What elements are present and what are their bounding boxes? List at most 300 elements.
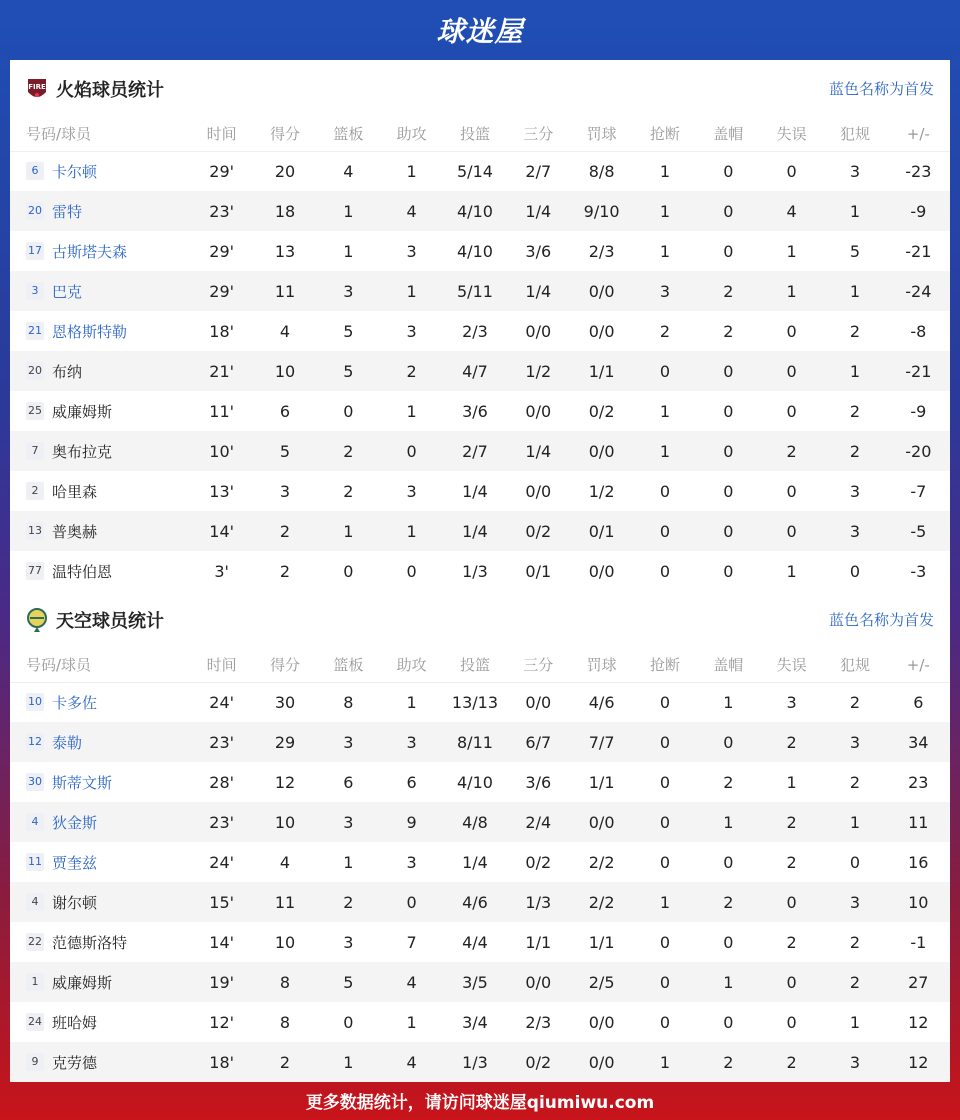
stat-cell: 1/4 bbox=[525, 281, 552, 301]
stat-cell: -21 bbox=[905, 361, 932, 381]
jersey-number: 6 bbox=[26, 162, 44, 180]
player-name[interactable]: 卡多佐 bbox=[52, 693, 98, 712]
stat-cell: 0/0 bbox=[525, 321, 552, 341]
stat-cell: 2/3 bbox=[525, 1012, 552, 1032]
stat-cell: 13 bbox=[274, 241, 296, 261]
stat-cell: 24' bbox=[209, 852, 235, 872]
stat-cell: 5 bbox=[849, 241, 861, 261]
stat-cell: 1 bbox=[659, 161, 671, 181]
stat-cell: 0 bbox=[659, 972, 671, 992]
stat-cell: 5 bbox=[343, 361, 354, 381]
column-header: 投篮 bbox=[459, 125, 490, 144]
player-row bbox=[10, 551, 950, 591]
player-name[interactable]: 普奥赫 bbox=[52, 522, 98, 541]
column-header: 得分 bbox=[269, 656, 300, 675]
stat-cell: 1 bbox=[786, 561, 797, 581]
player-name[interactable]: 卡尔顿 bbox=[52, 162, 98, 181]
stat-cell: 3 bbox=[406, 241, 417, 261]
stat-cell: 0 bbox=[406, 441, 417, 461]
player-cell bbox=[10, 842, 190, 882]
stat-cell: 0 bbox=[723, 161, 734, 181]
stat-cell: 7 bbox=[406, 932, 417, 952]
stat-cell: 1/1 bbox=[525, 932, 552, 952]
jersey-number: 25 bbox=[26, 402, 44, 420]
stat-cell: -21 bbox=[905, 241, 932, 261]
stat-cell: 5/14 bbox=[457, 161, 493, 181]
player-cell bbox=[10, 962, 190, 1002]
player-cell bbox=[10, 762, 190, 802]
player-cell bbox=[10, 271, 190, 311]
stat-cell: 2 bbox=[786, 1052, 797, 1072]
stat-cell: 2/5 bbox=[588, 972, 615, 992]
stat-cell: 4 bbox=[343, 161, 354, 181]
stat-cell: 11 bbox=[908, 812, 929, 832]
stat-cell: 2 bbox=[279, 1052, 291, 1072]
stat-cell: 0/1 bbox=[588, 521, 615, 541]
team-title: 天空球员统计 bbox=[56, 610, 164, 632]
stat-cell: 2 bbox=[723, 321, 734, 341]
stat-cell: 12' bbox=[209, 1012, 235, 1032]
player-row bbox=[10, 231, 950, 271]
stat-cell: 3 bbox=[279, 481, 291, 501]
player-row bbox=[10, 431, 950, 471]
stat-cell: 4 bbox=[279, 321, 291, 341]
stat-cell: 10 bbox=[274, 812, 296, 832]
team-panel-fire bbox=[10, 60, 950, 591]
stat-cell: 0/1 bbox=[525, 561, 552, 581]
player-row bbox=[10, 471, 950, 511]
stat-cell: 10' bbox=[209, 441, 235, 461]
stat-cell: 5/11 bbox=[457, 281, 493, 301]
player-name[interactable]: 威廉姆斯 bbox=[52, 973, 113, 992]
player-name[interactable]: 古斯塔夫森 bbox=[52, 242, 128, 261]
stat-cell: 1 bbox=[723, 972, 734, 992]
stat-cell: 1 bbox=[786, 772, 797, 792]
stat-cell: 18 bbox=[274, 201, 296, 221]
player-row bbox=[10, 882, 950, 922]
stat-cell: 3 bbox=[786, 692, 797, 712]
starter-note: 蓝色名称为首发 bbox=[828, 80, 934, 98]
stat-cell: 0/2 bbox=[525, 852, 552, 872]
stat-cell: 0 bbox=[406, 892, 417, 912]
stat-cell: 8/8 bbox=[588, 161, 615, 181]
stat-cell: 1 bbox=[723, 812, 734, 832]
stat-cell: -9 bbox=[910, 201, 927, 221]
stat-cell: 4 bbox=[406, 201, 417, 221]
stat-cell: 10 bbox=[274, 361, 296, 381]
stat-cell: -23 bbox=[905, 161, 932, 181]
stat-cell: 0 bbox=[406, 561, 417, 581]
stat-cell: 0 bbox=[659, 692, 671, 712]
stat-cell: 0 bbox=[659, 361, 671, 381]
starter-note: 蓝色名称为首发 bbox=[828, 611, 934, 629]
stat-cell: 0 bbox=[723, 732, 734, 752]
stat-cell: 29' bbox=[209, 281, 235, 301]
stat-cell: 0 bbox=[723, 521, 734, 541]
stat-cell: 3 bbox=[659, 281, 671, 301]
stat-cell: 1/1 bbox=[588, 932, 615, 952]
player-cell bbox=[10, 1002, 190, 1042]
player-name[interactable]: 班哈姆 bbox=[52, 1013, 98, 1032]
stat-cell: 2 bbox=[849, 441, 861, 461]
stat-cell: 2/3 bbox=[462, 321, 488, 341]
stat-cell: 3/4 bbox=[462, 1012, 488, 1032]
player-name[interactable]: 巴克 bbox=[52, 282, 83, 301]
stat-cell: 3 bbox=[849, 481, 861, 501]
stat-cell: 11' bbox=[209, 401, 235, 421]
stat-cell: 12 bbox=[908, 1012, 929, 1032]
stat-cell: 8 bbox=[343, 692, 354, 712]
player-row bbox=[10, 511, 950, 551]
jersey-number: 77 bbox=[26, 562, 44, 580]
stat-cell: 0 bbox=[786, 481, 797, 501]
stat-cell: 24' bbox=[209, 692, 235, 712]
stat-cell: 0 bbox=[343, 561, 354, 581]
stat-cell: 4/8 bbox=[462, 812, 488, 832]
stat-cell: 0 bbox=[659, 812, 671, 832]
stat-cell: 4 bbox=[406, 1052, 417, 1072]
player-cell bbox=[10, 351, 190, 391]
stat-cell: 1/2 bbox=[588, 481, 615, 501]
stat-cell: 2 bbox=[343, 481, 354, 501]
table-header-row bbox=[10, 648, 950, 682]
stat-cell: 0 bbox=[659, 852, 671, 872]
stat-cell: 13/13 bbox=[451, 692, 499, 712]
stat-cell: 0 bbox=[343, 401, 354, 421]
stat-cell: 23' bbox=[209, 732, 235, 752]
footer-banner[interactable] bbox=[0, 1081, 960, 1120]
stat-cell: 0 bbox=[659, 772, 671, 792]
stat-cell: 9/10 bbox=[583, 201, 620, 221]
player-row bbox=[10, 271, 950, 311]
stat-cell: 2/3 bbox=[588, 241, 615, 261]
stat-cell: 4 bbox=[406, 972, 417, 992]
player-row bbox=[10, 762, 950, 802]
column-header: 罚球 bbox=[586, 656, 617, 675]
stat-cell: 2 bbox=[343, 892, 354, 912]
jersey-number: 2 bbox=[26, 482, 44, 500]
stat-cell: 2 bbox=[723, 892, 734, 912]
player-cell bbox=[10, 882, 190, 922]
stat-cell: 13' bbox=[209, 481, 235, 501]
stat-cell: 4 bbox=[279, 852, 291, 872]
stat-cell: 0 bbox=[723, 561, 734, 581]
player-name[interactable]: 布纳 bbox=[52, 362, 83, 381]
player-row bbox=[10, 682, 950, 722]
column-header: 三分 bbox=[523, 656, 554, 675]
column-header: 篮板 bbox=[333, 656, 364, 675]
column-header: 号码/球员 bbox=[26, 125, 92, 144]
player-cell bbox=[10, 471, 190, 511]
stat-cell: 1 bbox=[343, 201, 354, 221]
jersey-number: 1 bbox=[26, 973, 44, 991]
stat-cell: 10 bbox=[908, 892, 929, 912]
stat-cell: 2 bbox=[786, 932, 797, 952]
stat-cell: 0/0 bbox=[588, 1012, 615, 1032]
stat-cell: 6 bbox=[406, 772, 417, 792]
player-row bbox=[10, 842, 950, 882]
stat-cell: 1 bbox=[343, 1052, 354, 1072]
stat-cell: 4/10 bbox=[457, 241, 493, 261]
player-name[interactable]: 谢尔顿 bbox=[52, 893, 98, 912]
stat-cell: 2 bbox=[849, 401, 861, 421]
stat-cell: 0 bbox=[849, 852, 861, 872]
player-name[interactable]: 雷特 bbox=[52, 202, 83, 221]
stat-cell: 0 bbox=[659, 521, 671, 541]
jersey-number: 20 bbox=[26, 362, 44, 380]
stat-cell: 3/6 bbox=[525, 241, 552, 261]
jersey-number: 24 bbox=[26, 1013, 44, 1031]
stat-cell: 2/2 bbox=[588, 852, 615, 872]
player-cell bbox=[10, 151, 190, 191]
jersey-number: 11 bbox=[26, 853, 44, 871]
site-logo[interactable]: 球迷屋 bbox=[436, 15, 524, 48]
jersey-number: 4 bbox=[26, 813, 44, 831]
stat-cell: 3 bbox=[406, 321, 417, 341]
stat-cell: 1/2 bbox=[525, 361, 552, 381]
stat-cell: 0 bbox=[786, 972, 797, 992]
column-header: 抢断 bbox=[649, 125, 680, 144]
stat-cell: 2 bbox=[849, 321, 861, 341]
stat-cell: 3/5 bbox=[462, 972, 488, 992]
stat-cell: 1/3 bbox=[462, 1052, 488, 1072]
stat-cell: 16 bbox=[908, 852, 929, 872]
jersey-number: 4 bbox=[26, 893, 44, 911]
player-cell bbox=[10, 922, 190, 962]
stat-cell: 0/0 bbox=[588, 441, 615, 461]
stat-cell: 5 bbox=[343, 321, 354, 341]
column-header: 犯规 bbox=[839, 656, 870, 675]
stat-cell: 0 bbox=[723, 401, 734, 421]
stat-cell: -1 bbox=[910, 932, 927, 952]
player-name[interactable]: 泰勒 bbox=[52, 733, 83, 752]
stat-cell: -20 bbox=[905, 441, 932, 461]
stat-cell: 1 bbox=[723, 692, 734, 712]
stat-cell: 1 bbox=[343, 241, 354, 261]
stat-cell: 1/1 bbox=[588, 361, 615, 381]
stat-cell: 3 bbox=[406, 852, 417, 872]
stat-cell: -5 bbox=[910, 521, 927, 541]
stat-cell: 0 bbox=[723, 201, 734, 221]
player-name[interactable]: 恩格斯特勒 bbox=[52, 322, 128, 341]
stat-cell: 15' bbox=[209, 892, 235, 912]
stat-cell: 14' bbox=[209, 932, 235, 952]
stat-cell: 3 bbox=[343, 732, 354, 752]
player-row bbox=[10, 802, 950, 842]
stat-cell: 1 bbox=[849, 812, 861, 832]
stat-cell: 0/0 bbox=[525, 481, 552, 501]
stat-cell: 30 bbox=[274, 692, 296, 712]
stat-cell: 4/6 bbox=[588, 692, 615, 712]
player-name[interactable]: 威廉姆斯 bbox=[52, 402, 113, 421]
stat-cell: 0/0 bbox=[588, 281, 615, 301]
stat-cell: 0 bbox=[723, 932, 734, 952]
column-header: 失误 bbox=[776, 656, 807, 675]
stats-table bbox=[10, 117, 950, 591]
stat-cell: 4 bbox=[786, 201, 797, 221]
stat-cell: 4/10 bbox=[457, 772, 493, 792]
stat-cell: 3 bbox=[343, 281, 354, 301]
stat-cell: 0 bbox=[723, 1012, 734, 1032]
stat-cell: 1/3 bbox=[462, 561, 488, 581]
stat-cell: 3' bbox=[214, 561, 229, 581]
stat-cell: 0 bbox=[723, 852, 734, 872]
stat-cell: 20 bbox=[274, 161, 296, 181]
stat-cell: 2 bbox=[786, 732, 797, 752]
stat-cell: 0 bbox=[659, 732, 671, 752]
stat-cell: 1 bbox=[343, 852, 354, 872]
stat-cell: 0 bbox=[723, 241, 734, 261]
stat-cell: 1 bbox=[406, 692, 417, 712]
player-cell bbox=[10, 682, 190, 722]
column-header: 盖帽 bbox=[713, 125, 744, 144]
stat-cell: 0 bbox=[723, 361, 734, 381]
stat-cell: 2/7 bbox=[462, 441, 488, 461]
stat-cell: 9 bbox=[406, 812, 417, 832]
player-cell bbox=[10, 511, 190, 551]
stat-cell: 2/7 bbox=[525, 161, 552, 181]
stat-cell: 1 bbox=[659, 892, 671, 912]
stat-cell: 1 bbox=[659, 241, 671, 261]
stat-cell: 2 bbox=[849, 772, 861, 792]
team-header bbox=[10, 591, 950, 648]
column-header: 号码/球员 bbox=[26, 656, 92, 675]
table-header-row bbox=[10, 117, 950, 151]
column-header: 罚球 bbox=[586, 125, 617, 144]
stat-cell: 3 bbox=[849, 732, 861, 752]
stat-cell: 2 bbox=[786, 852, 797, 872]
stat-cell: 1/4 bbox=[462, 481, 488, 501]
column-header: +/- bbox=[906, 655, 930, 674]
stat-cell: 2 bbox=[406, 361, 417, 381]
stat-cell: 0 bbox=[786, 401, 797, 421]
stat-cell: 2 bbox=[849, 972, 861, 992]
column-header: 三分 bbox=[523, 125, 554, 144]
stat-cell: 0 bbox=[723, 481, 734, 501]
stat-cell: 29' bbox=[209, 161, 235, 181]
player-name[interactable]: 贾奎兹 bbox=[52, 853, 98, 872]
player-cell bbox=[10, 551, 190, 591]
stat-cell: 1 bbox=[849, 281, 861, 301]
stat-cell: 0 bbox=[659, 561, 671, 581]
column-header: +/- bbox=[906, 124, 930, 143]
stat-cell: 1 bbox=[406, 521, 417, 541]
stat-cell: 2 bbox=[849, 932, 861, 952]
stat-cell: 0/2 bbox=[525, 1052, 552, 1072]
player-row bbox=[10, 191, 950, 231]
jersey-number: 22 bbox=[26, 933, 44, 951]
team-header bbox=[10, 60, 950, 117]
jersey-number: 12 bbox=[26, 733, 44, 751]
stat-cell: 6 bbox=[343, 772, 354, 792]
stat-cell: 3 bbox=[343, 812, 354, 832]
stat-cell: 1 bbox=[659, 401, 671, 421]
stat-cell: 2 bbox=[786, 441, 797, 461]
player-cell bbox=[10, 391, 190, 431]
player-cell bbox=[10, 431, 190, 471]
stat-cell: 6 bbox=[913, 692, 924, 712]
stat-cell: 1 bbox=[659, 441, 671, 461]
stat-cell: -8 bbox=[910, 321, 927, 341]
stat-cell: -3 bbox=[910, 561, 927, 581]
footer-text: 更多数据统计，请访问球迷屋qiumiwu.com bbox=[305, 1093, 655, 1113]
stat-cell: 5 bbox=[343, 972, 354, 992]
stat-cell: 3 bbox=[849, 161, 861, 181]
player-name[interactable]: 克劳德 bbox=[52, 1053, 98, 1072]
stat-cell: 1 bbox=[849, 1012, 861, 1032]
stat-cell: 0/0 bbox=[588, 321, 615, 341]
player-row bbox=[10, 1002, 950, 1042]
column-header: 得分 bbox=[269, 125, 300, 144]
jersey-number: 30 bbox=[26, 773, 44, 791]
stat-cell: 1 bbox=[849, 201, 861, 221]
team-title: 火焰球员统计 bbox=[56, 79, 164, 101]
column-header: 篮板 bbox=[333, 125, 364, 144]
stat-cell: 1 bbox=[659, 201, 671, 221]
stat-cell: 1 bbox=[406, 1012, 417, 1032]
jersey-number: 3 bbox=[26, 282, 44, 300]
stat-cell: 3 bbox=[849, 1052, 861, 1072]
stat-cell: 29' bbox=[209, 241, 235, 261]
stat-cell: 2 bbox=[723, 772, 734, 792]
jersey-number: 13 bbox=[26, 522, 44, 540]
stat-cell: 1 bbox=[786, 281, 797, 301]
player-name[interactable]: 奥布拉克 bbox=[52, 442, 113, 461]
player-row bbox=[10, 1042, 950, 1082]
column-header: 犯规 bbox=[839, 125, 870, 144]
stat-cell: 2 bbox=[849, 692, 861, 712]
stat-cell: 0 bbox=[786, 361, 797, 381]
stat-cell: 0 bbox=[786, 321, 797, 341]
player-name[interactable]: 斯蒂文斯 bbox=[52, 773, 113, 792]
stat-cell: 28' bbox=[209, 772, 235, 792]
stat-cell: 1 bbox=[406, 281, 417, 301]
stat-cell: 1/4 bbox=[525, 441, 552, 461]
stat-cell: 3/6 bbox=[525, 772, 552, 792]
stat-cell: 1 bbox=[406, 401, 417, 421]
player-name[interactable]: 温特伯恩 bbox=[52, 562, 113, 581]
player-name[interactable]: 哈里森 bbox=[52, 482, 98, 501]
stat-cell: 2 bbox=[786, 812, 797, 832]
player-name[interactable]: 狄金斯 bbox=[52, 813, 98, 832]
stat-cell: 0 bbox=[786, 161, 797, 181]
player-name[interactable]: 范德斯洛特 bbox=[52, 933, 128, 952]
stat-cell: 0/0 bbox=[588, 561, 615, 581]
stat-cell: 6/7 bbox=[525, 732, 552, 752]
stat-cell: 0 bbox=[659, 932, 671, 952]
stat-cell: 23' bbox=[209, 812, 235, 832]
stat-cell: 2/4 bbox=[525, 812, 552, 832]
player-cell bbox=[10, 722, 190, 762]
stat-cell: 0/0 bbox=[525, 401, 552, 421]
stat-cell: 14' bbox=[209, 521, 235, 541]
column-header: 投篮 bbox=[459, 656, 490, 675]
stat-cell: 34 bbox=[908, 732, 929, 752]
stat-cell: 1/4 bbox=[462, 852, 488, 872]
stat-cell: 10 bbox=[274, 932, 296, 952]
stat-cell: 12 bbox=[908, 1052, 929, 1072]
column-header: 盖帽 bbox=[713, 656, 744, 675]
column-header: 助攻 bbox=[396, 656, 427, 675]
stat-cell: 0 bbox=[849, 561, 861, 581]
stat-cell: 4/6 bbox=[462, 892, 488, 912]
stat-cell: 1/4 bbox=[462, 521, 488, 541]
stat-cell: 3 bbox=[406, 732, 417, 752]
stat-cell: 0 bbox=[659, 1012, 671, 1032]
stat-cell: 2 bbox=[659, 321, 671, 341]
stat-cell: 0/0 bbox=[525, 692, 552, 712]
jersey-number: 10 bbox=[26, 693, 44, 711]
